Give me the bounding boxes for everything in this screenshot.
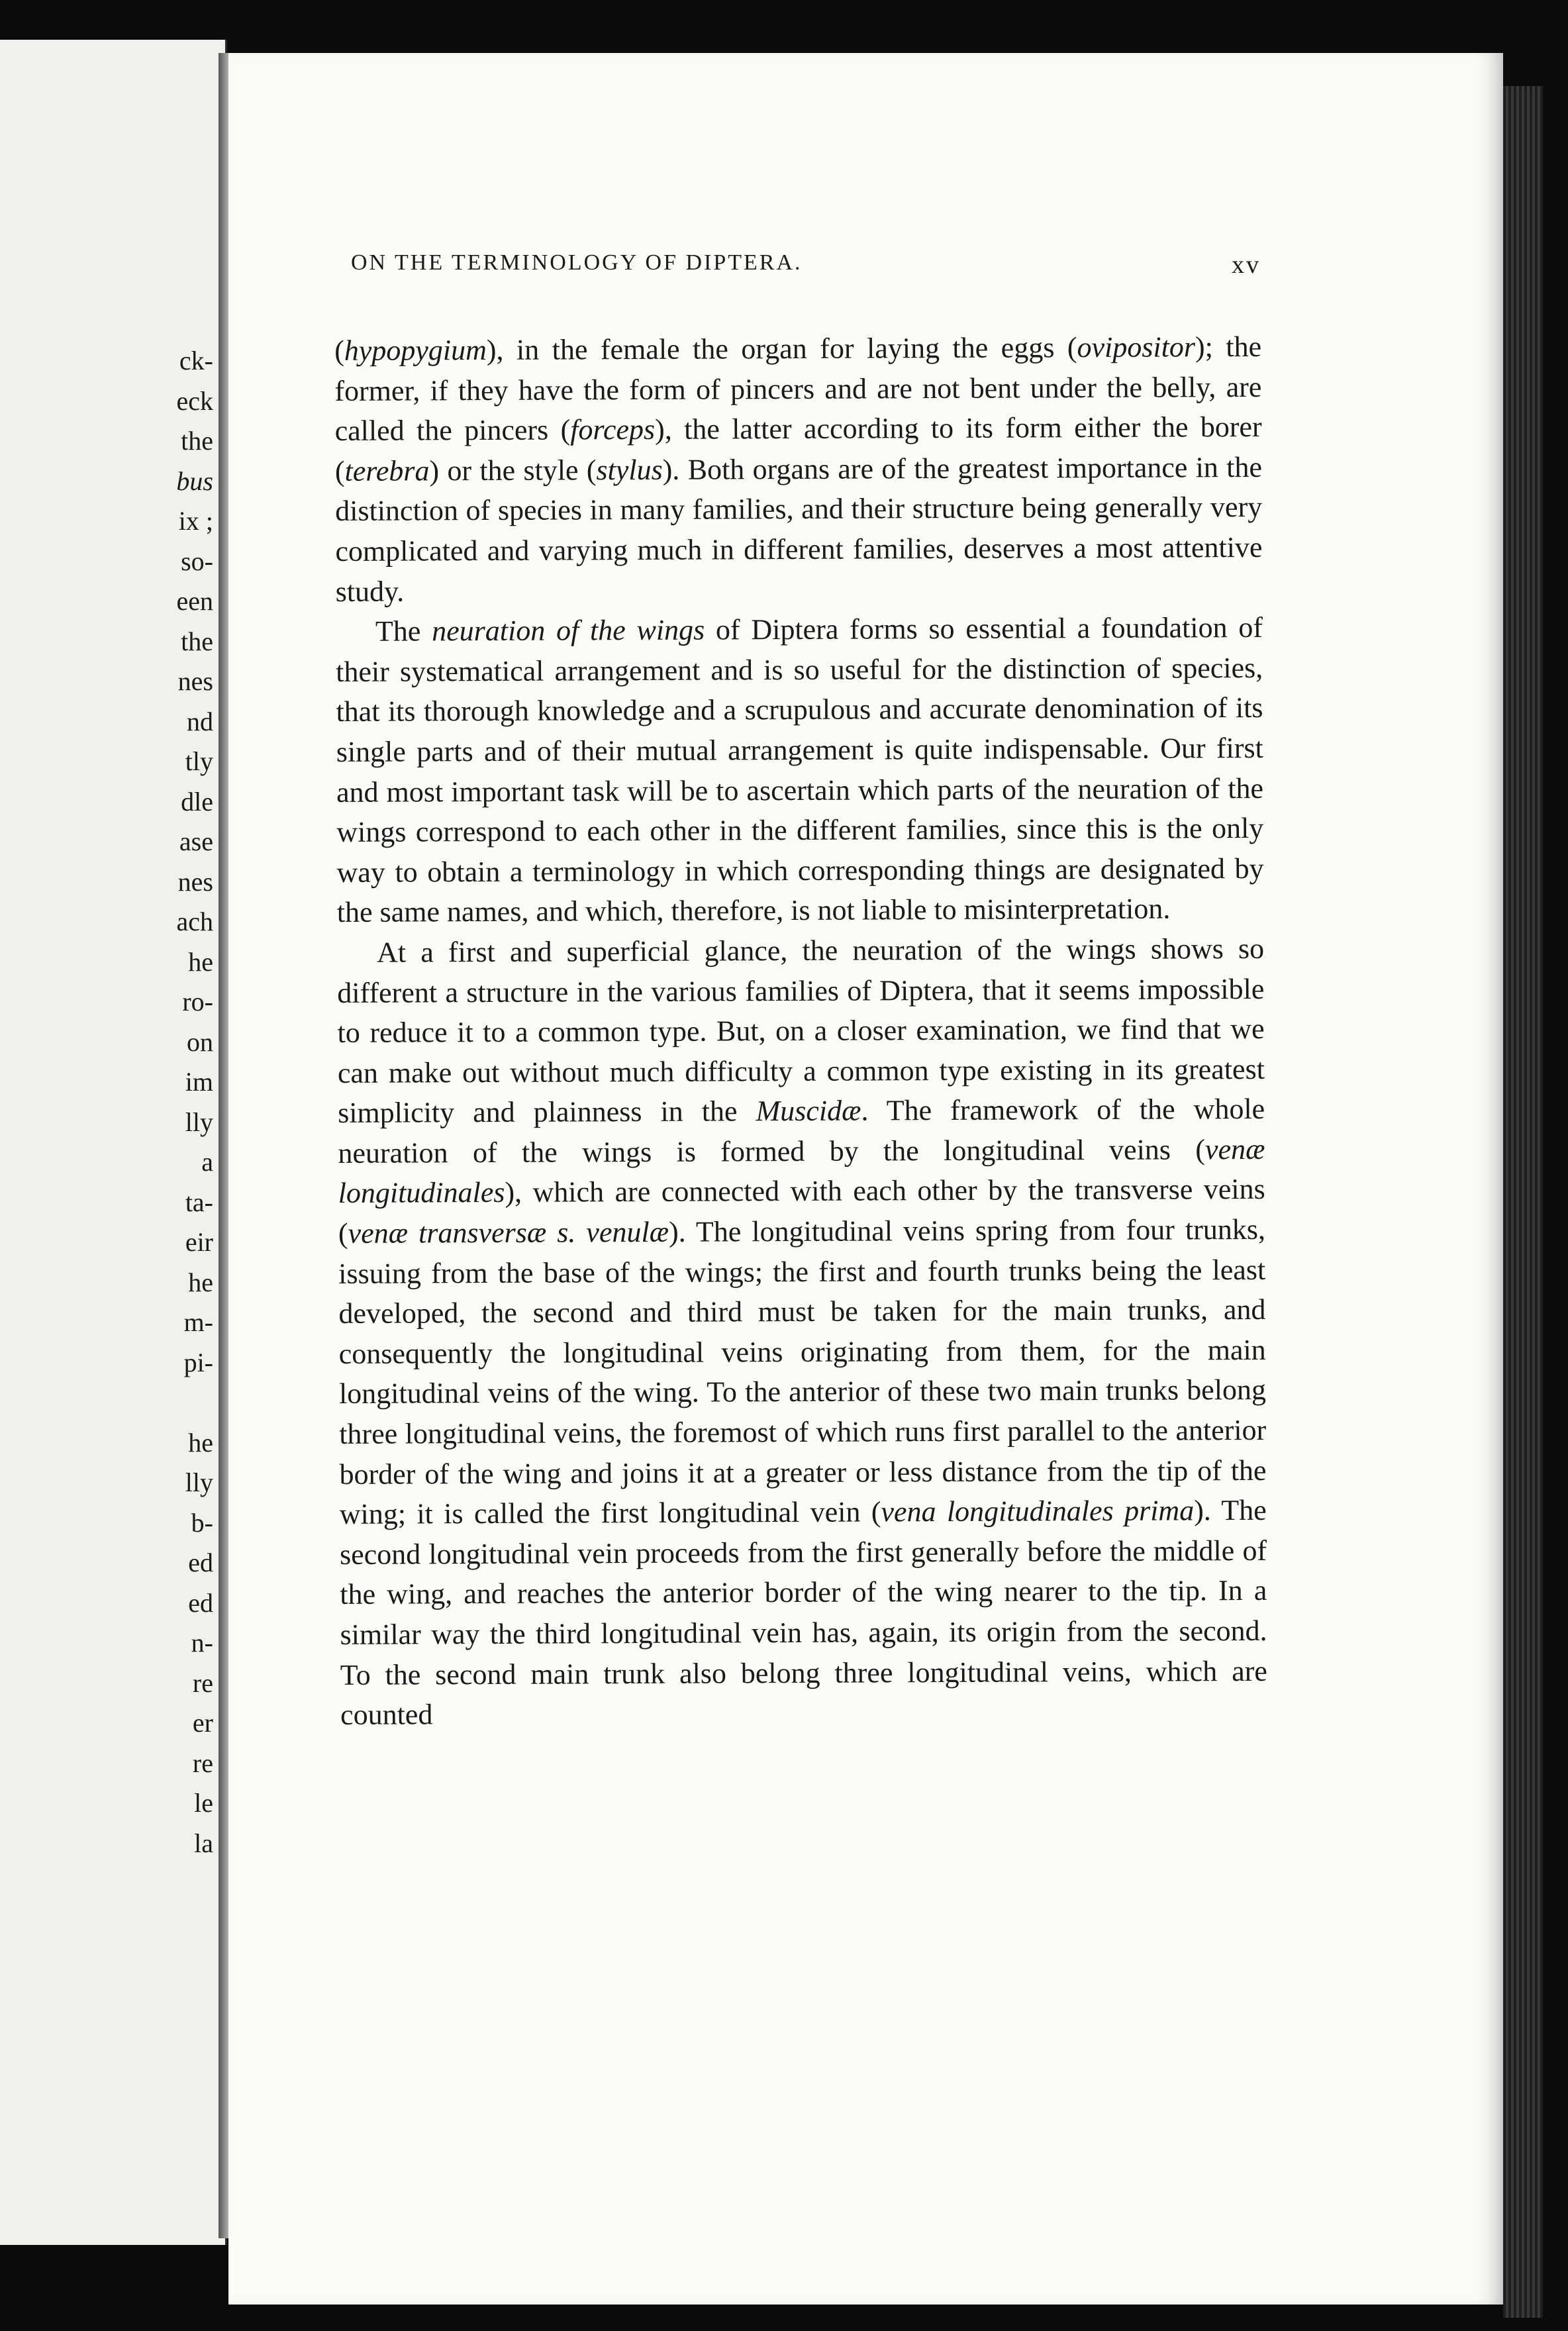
text-span: ); the former, if they have the form of pincers and are not bent under the belly, are called the pincers ( xyxy=(334,330,1262,448)
facing-page-fragment: pi- xyxy=(183,1347,213,1377)
text-span: ). The second longitudinal vein proceeds from the first generally before the middle of the wing, and reaches the anterior border of the wing nearer to the tip. In a similar way the third longitudinal vein has, again, its origin from the second. To the second main trunk also belong three longitudinal veins, which are counted xyxy=(339,1494,1267,1732)
text-span: ), in the female the organ for laying the eggs ( xyxy=(486,331,1077,366)
facing-page-fragment: m- xyxy=(183,1307,213,1337)
facing-page-fragment: ta- xyxy=(185,1187,213,1217)
facing-page-fragment: re xyxy=(192,1748,213,1778)
italic-term: stylus xyxy=(596,453,663,487)
facing-page-fragment: ix ; xyxy=(178,506,213,536)
facing-page-fragment: nes xyxy=(177,666,213,696)
italic-term: forceps xyxy=(570,413,656,446)
text-span: ), which are connected with each other by the transverse veins ( xyxy=(338,1173,1265,1250)
facing-page-text-fragments xyxy=(176,341,213,1863)
facing-page-fragment: bus xyxy=(176,466,213,496)
body-text xyxy=(334,327,1267,1736)
paragraph xyxy=(336,608,1264,933)
facing-page-fragment: b- xyxy=(191,1507,213,1538)
text-span: ). The longitudinal veins spring from four trunks, issuing from the base of the wings; the first and fourth trunks being the least developed, the second and third must be taken for the main trunks, and consequently the longitudinal veins originating from them, for the main longitudinal veins of the wing. To the anterior of these two main trunks belong three longitudinal veins, the foremost of which runs first parallel to the anterior border of the wing and joins it at a greater or less distance from the tip of the wing; it is called the first longitudinal vein ( xyxy=(338,1213,1267,1531)
facing-page-fragment: a xyxy=(201,1147,213,1177)
facing-page xyxy=(0,40,227,2245)
facing-page-fragment: la xyxy=(194,1828,213,1858)
facing-page-fragment: lly xyxy=(185,1467,213,1497)
facing-page-fragment: ase xyxy=(179,826,213,856)
italic-term: ovipositor xyxy=(1077,330,1196,364)
text-span: At a first and superficial glance, the neuration of the wings shows so different a structure in the various families of Diptera, that it seems impossible to reduce it to a common type. But, on a closer examination, we find that we can make out without much difficulty a common type existing in its greatest simplicity and plainness in the xyxy=(337,932,1265,1130)
facing-page-fragment: ed xyxy=(188,1548,213,1577)
facing-page-fragment: een xyxy=(176,586,213,616)
facing-page-fragment: ro- xyxy=(182,987,213,1017)
text-span: ). Both organs are of the greatest importance in the distinction of species in many families, and their structure being generally very complicated and varying much in different families, deserves a most attentive study. xyxy=(335,450,1263,608)
facing-page-fragment: n- xyxy=(191,1628,213,1658)
italic-term: venæ longitudinales xyxy=(338,1132,1265,1210)
facing-page-fragment: so- xyxy=(181,546,213,576)
facing-page-fragment: lly xyxy=(185,1107,213,1137)
text-span: ) or the style ( xyxy=(429,454,597,487)
italic-term: terebra xyxy=(344,454,430,487)
facing-page-fragment: he xyxy=(188,946,213,977)
facing-page-fragment: nes xyxy=(177,866,213,897)
text-span: ), the latter according to its form either the borer ( xyxy=(334,411,1262,487)
facing-page-fragment: eir xyxy=(185,1227,213,1257)
facing-page-fragment: ed xyxy=(188,1587,213,1618)
italic-term: neuration of the wings xyxy=(432,613,705,648)
facing-page-fragment: re xyxy=(192,1667,213,1698)
italic-term: venæ transversæ s. venulæ xyxy=(348,1215,669,1250)
facing-page-fragment: im xyxy=(185,1067,213,1097)
facing-page-fragment: le xyxy=(194,1788,213,1818)
facing-page-fragment: the xyxy=(181,426,213,456)
page-edge-stack xyxy=(1503,86,1543,2318)
italic-term: Muscidæ xyxy=(756,1094,861,1128)
facing-page-fragment: nd xyxy=(187,706,213,736)
text-span: The xyxy=(375,615,432,648)
facing-page-fragment: dle xyxy=(181,786,213,817)
text-span: of Diptera forms so essential a foundation of their systematical arrangement and is so useful for the distinction of species, that its thorough knowledge and a scrupulous and accurate denomination of its single parts and of their mutual arrangement is quite indispensable. Our first and most important task will be to ascertain which parts of the neuration of the wings correspond to each other in the different families, since this is the only way to obtain a terminology in which corresponding things are designated by the same names, and which, therefore, is not liable to misinterpretation. xyxy=(336,611,1264,929)
text-span: ( xyxy=(334,334,344,367)
facing-page-fragment: he xyxy=(188,1267,213,1297)
facing-page-fragment: er xyxy=(192,1708,213,1738)
facing-page-fragment: tly xyxy=(185,746,213,776)
paragraph xyxy=(337,929,1267,1736)
facing-page-fragment: the xyxy=(181,626,213,656)
facing-page-fragment: he xyxy=(188,1427,213,1458)
italic-term: hypopygium xyxy=(344,333,487,367)
facing-page-fragment: on xyxy=(187,1026,213,1057)
running-title: ON THE TERMINOLOGY OF DIPTERA. xyxy=(351,250,803,275)
facing-page-fragment: ck- xyxy=(179,346,213,375)
text-span: . The framework of the whole neuration of the wings is formed by the longitudinal veins ( xyxy=(338,1093,1265,1169)
facing-page-fragment xyxy=(176,1383,213,1423)
facing-page-fragment: eck xyxy=(176,385,213,416)
paragraph xyxy=(334,327,1263,612)
italic-term: vena longitudinales prima xyxy=(881,1494,1195,1528)
page-number: xv xyxy=(1232,251,1261,279)
facing-page-fragment: ach xyxy=(176,907,213,936)
